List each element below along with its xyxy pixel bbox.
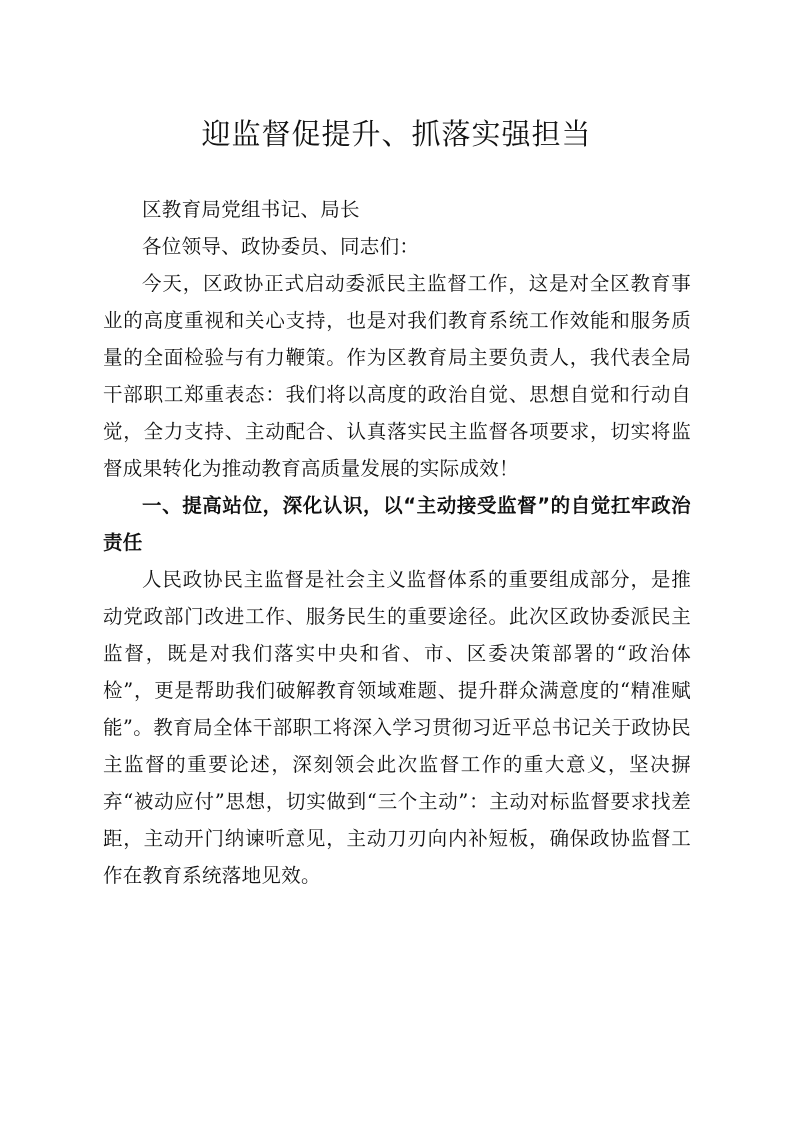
section-1-paragraph: 人民政协民主监督是社会主义监督体系的重要组成部分，是推动党政部门改进工作、服务民生的重要途径。此次区政协委派民主监督，既是对我们落实中央和省、市、区委决策部署的“政治体检”，更是帮助我们破解教育领域难题、提升群众满意度的“精准赋能”。教育局全体干部职工将深入学习贯彻习近平总书记关于政协民主监督的重要论述，深刻领会此次监督工作的重大意义，坚决摒弃“被动应付”思想，切实做到“三个主动”：主动对标监督要求找差距，主动开门纳谏听意见，主动刀刃向内补短板，确保政协监督工作在教育系统落地见效。 [103, 568, 691, 887]
opening-paragraph: 今天，区政协正式启动委派民主监督工作，这是对全区教育事业的高度重视和关心支持，也是对我们教育系统工作效能和服务质量的全面检验与有力鞭策。作为区教育局主要负责人，我代表全局干部职工郑重表态：我们将以高度的政治自觉、思想自觉和行动自觉，全力支持、主动配合、认真落实民主监督各项要求，切实将监督成果转化为推动教育高质量发展的实际成效！ [103, 272, 691, 480]
section-heading-1: 一、提高站位，深化认识，以“主动接受监督”的自觉扛牢政治责任 [103, 494, 691, 554]
salutation: 各位领导、政协委员、同志们： [142, 235, 420, 258]
document-title: 迎监督促提升、抓落实强担当 [201, 117, 592, 151]
document-body [103, 191, 691, 894]
author-line: 区教育局党组书记、局长 [142, 198, 360, 221]
